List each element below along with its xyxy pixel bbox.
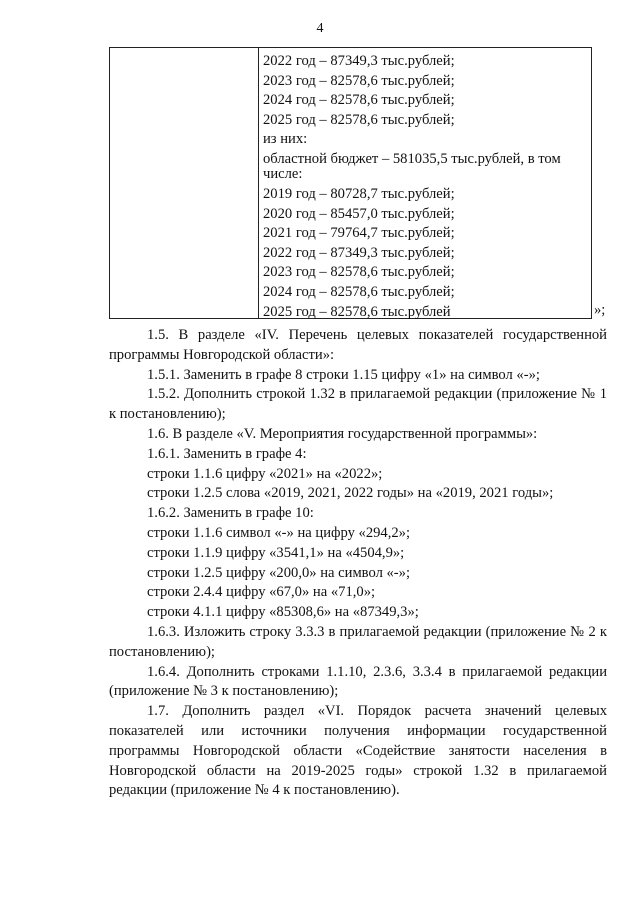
document-body (109, 326, 607, 801)
paragraph: строки 1.1.6 цифру «2021» на «2022»; (147, 465, 383, 482)
paragraph: строки 4.1.1 цифру «85308,6» на «87349,3»; (147, 604, 419, 621)
table-line: 2023 год – 82578,6 тыс.рублей; (263, 264, 455, 281)
table-line: областной бюджет – 581035,5 тыс.рублей, в том числе: (263, 150, 561, 182)
paragraph: 1.6. В разделе «V. Мероприятия государственной программы»: (147, 425, 538, 442)
paragraph: строки 1.1.6 символ «-» на цифру «294,2»; (147, 524, 411, 541)
paragraph: строки 1.2.5 слова «2019, 2021, 2022 годы» на «2019, 2021 годы»; (147, 485, 554, 502)
paragraph: 1.7. Дополнить раздел «VI. Порядок расчета значений целевых показателей или источники получения информации государственной программы Новгородской области «Содействие занятости населения в Новгородской области на 2019-2025 годы» строкой 1.32 в прилагаемой редакции (приложение № 4 к постановлению). (109, 703, 607, 799)
paragraph: 1.5.1. Заменить в графе 8 строки 1.15 цифру «1» на символ «-»; (147, 366, 540, 383)
paragraph: 1.6.4. Дополнить строками 1.1.10, 2.3.6, 3.3.4 в прилагаемой редакции (приложение № 3 к постановлению); (109, 663, 607, 700)
table-cell-funding (263, 52, 587, 322)
paragraph: 1.5. В разделе «IV. Перечень целевых показателей государственной программы Новгородской области»: (109, 327, 607, 363)
paragraph: строки 1.1.9 цифру «3541,1» на «4504,9»; (147, 544, 405, 561)
paragraph: 1.6.2. Заменить в графе 10: (147, 505, 314, 522)
table-line: 2025 год – 82578,6 тыс.рублей; (263, 111, 455, 128)
paragraph: 1.6.1. Заменить в графе 4: (147, 445, 307, 462)
table-column-divider (258, 48, 259, 318)
page-number: 4 (316, 21, 324, 36)
paragraph: строки 2.4.4 цифру «67,0» на «71,0»; (147, 584, 376, 601)
table-line: из них: (263, 131, 308, 148)
table-line: 2024 год – 82578,6 тыс.рублей; (263, 92, 455, 109)
paragraph: 1.5.2. Дополнить строкой 1.32 в прилагаемой редакции (приложение № 1 к постановлению); (109, 386, 607, 423)
funding-table (109, 47, 592, 319)
table-line: 2020 год – 85457,0 тыс.рублей; (263, 205, 455, 222)
table-line: 2019 год – 80728,7 тыс.рублей; (263, 185, 455, 202)
table-line: 2023 год – 82578,6 тыс.рублей; (263, 72, 455, 89)
paragraph: строки 1.2.5 цифру «200,0» на символ «-»; (147, 564, 411, 581)
table-closing-quote: »; (594, 302, 606, 318)
table-line: 2024 год – 82578,6 тыс.рублей; (263, 283, 455, 300)
table-line: 2025 год – 82578,6 тыс.рублей (263, 303, 451, 320)
table-line: 2022 год – 87349,3 тыс.рублей; (263, 53, 455, 69)
table-line: 2022 год – 87349,3 тыс.рублей; (263, 244, 455, 261)
paragraph: 1.6.3. Изложить строку 3.3.3 в прилагаемой редакции (приложение № 2 к постановлению); (109, 623, 607, 660)
table-line: 2021 год – 79764,7 тыс.рублей; (263, 225, 455, 242)
